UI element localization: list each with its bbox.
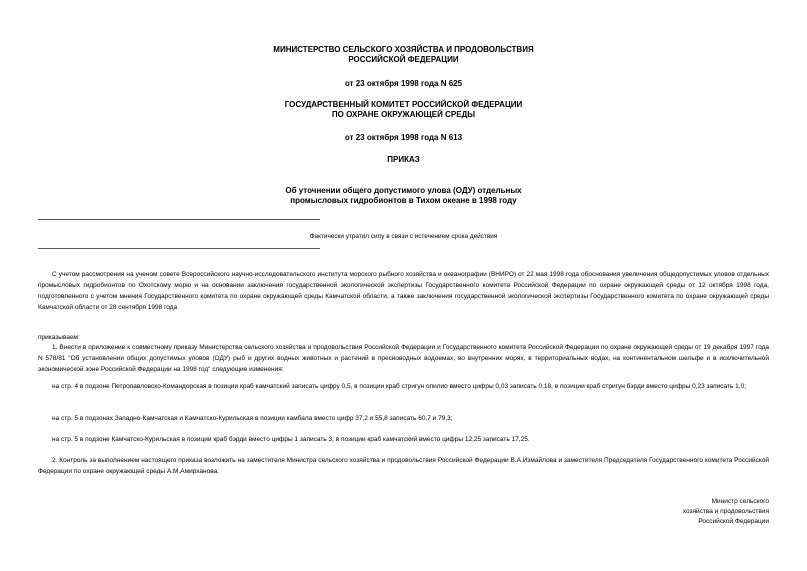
ministry-heading: [0, 45, 807, 65]
ministry-line-2: РОССИЙСКОЙ ФЕДЕРАЦИИ: [348, 55, 459, 64]
document-title: [0, 186, 807, 206]
committee-line-2: ПО ОХРАНЕ ОКРУЖАЮЩЕЙ СРЕДЫ: [331, 110, 476, 119]
signature-block: [569, 497, 769, 527]
preamble-paragraph: С учетом рассмотрения на ученом совете Всероссийского научно-исследовательского института морского рыбного хозяйства и океанографии (ВНИРО) от 22 мая 1998 года обоснования увеличения общедопустимых уловов отдельных промысловых гидробионтов по Охотскому морю и на основании заключения государственной экологической экспертизы Государственного комитета Российской Федерации по охране окружающей среды от 12 октября 1998 года, подготовленного с учетом мнения Государственного комитета по охране окружающей среды Камчатской области, а также заключения государственной экологической экспертизы Государственного комитета по охране окружающей среды Камчатской области от 28 сентября 1998 года: [38, 271, 769, 311]
title-line-1: Об уточнении общего допустимого улова (ОДУ) отдельных: [285, 186, 522, 195]
committee-line-1: ГОСУДАРСТВЕННЫЙ КОМИТЕТ РОССИЙСКОЙ ФЕДЕРАЦИИ: [284, 100, 523, 109]
ministry-line-1: МИНИСТЕРСТВО СЕЛЬСКОГО ХОЗЯЙСТВА И ПРОДОВОЛЬСТВИЯ: [273, 45, 534, 54]
change-3-paragraph: на стр. 5 в подзоне Камчатско-Курильская в позиции краб бэрди вместо цифры 1 записать 3, в позиции краб камчатский вместо цифры 12,25 записать 17,25.: [52, 436, 530, 443]
divider-bottom: [38, 248, 320, 249]
change-2-paragraph: на стр. 5 в подзонах Западно-Камчатская и Камчатско-Курильская в позиции камбала вместо цифр 37,2 и 55,8 записать 60,7 и 79,3;: [52, 415, 453, 422]
change-1-paragraph: на стр. 4 в подзоне Петропавловско-Командорская в позиции краб камчатский записать цифру 0,5, в позиции краб стригун опилио вместо цифры 0,03 записать 0,18, в позиции краб стригун бэрди вместо цифры 0,23 записать 1,0;: [52, 383, 747, 390]
order-word: приказываем:: [38, 334, 80, 341]
ministry-date: от 23 октября 1998 года N 625: [344, 79, 463, 88]
item-1-paragraph: 1. Внести в приложение к совместному приказу Министерства сельского хозяйства и продовольствия Российской Федерации и Государственного комитета Российской Федерации по охране окружающей среды от 19 декабря 1997 года N 578/81 "Об установлении общих допустимых уловов (ОДУ) рыб и других водных животных и растений в пресноводных водоемах, во внутренних морях, в территориальных водах, на континентальном шельфе и в исключительной экономической зоне Российской Федерации на 1998 год" следующие изменения:: [38, 344, 769, 373]
title-line-2: промысловых гидробионтов в Тихом океане в 1998 году: [290, 196, 517, 205]
signature-line-3: Российской Федерации: [698, 518, 769, 525]
committee-heading: [0, 100, 807, 120]
divider-top: [38, 219, 320, 220]
signature-line-1: Министр сельского: [711, 498, 769, 505]
item-2-paragraph: 2. Контроль за выполнением настоящего приказа возложить на заместителя Министра сельского хозяйства и продовольствия Российской Федерации В.А.Измайлова и заместителя Председателя Государственного комитета Российской Федерации по охране окружающей среды А.М.Амирханова.: [38, 457, 769, 475]
committee-date: от 23 октября 1998 года N 613: [344, 133, 463, 142]
document-type: ПРИКАЗ: [387, 155, 420, 164]
status-note: Фактически утратил силу в связи с истечением срока действия: [309, 233, 498, 240]
signature-line-2: хозяйства и продовольствия: [682, 508, 769, 515]
